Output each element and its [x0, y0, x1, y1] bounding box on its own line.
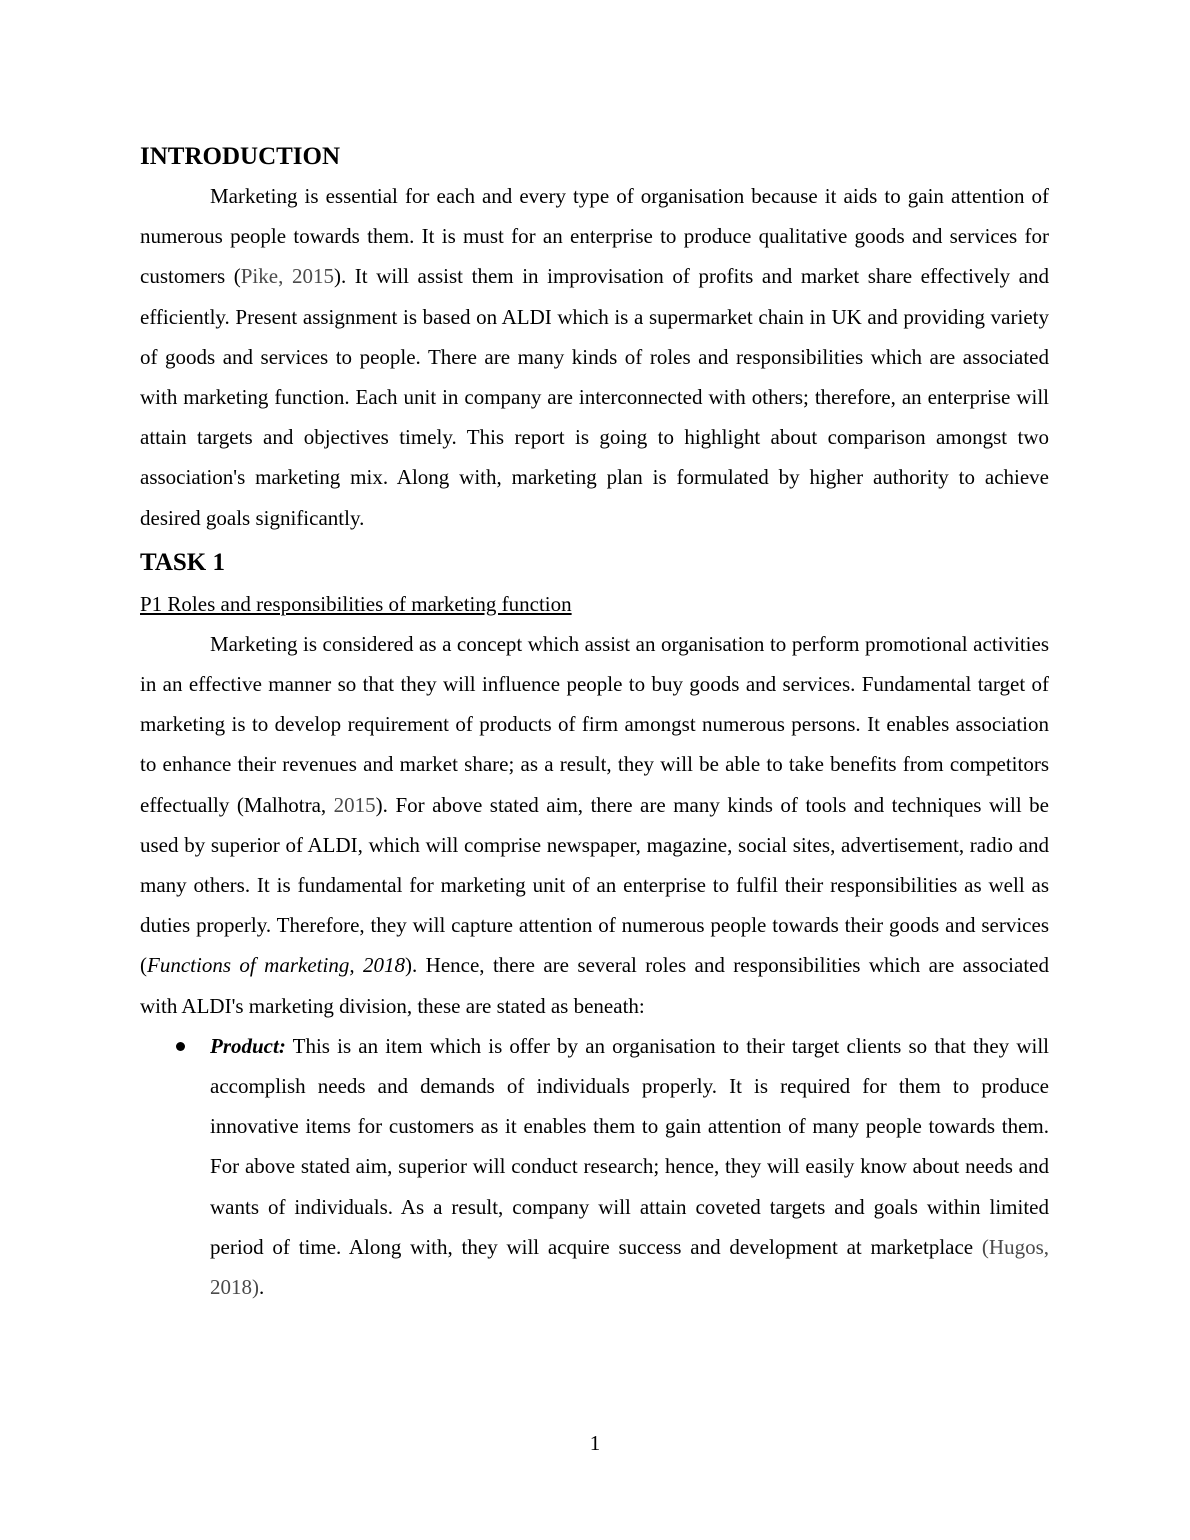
task1-citation-functions: Functions of marketing, 2018: [147, 953, 405, 978]
intro-citation-pike: Pike, 2015: [240, 264, 334, 289]
task1-text-part3: ). Hence, there are several roles and responsibilities which are associated with ALDI's marketing division, these are stated as beneath:: [140, 953, 1049, 1018]
task1-paragraph: [140, 624, 1049, 1026]
bullet-term-product: Product:: [210, 1033, 286, 1058]
introduction-heading: INTRODUCTION: [140, 143, 341, 170]
page-number: 1: [589, 1431, 601, 1455]
bullet-citation-hugos: (Hugos, 2018): [210, 1234, 1049, 1300]
introduction-paragraph: [140, 176, 1049, 538]
task1-heading: TASK 1: [140, 548, 225, 576]
roles-bullet-list: [140, 1026, 1049, 1307]
document-page: [140, 140, 1049, 1307]
bullet-product-end: .: [259, 1275, 265, 1300]
p1-subheading: P1 Roles and responsibilities of marketing function: [140, 591, 572, 616]
intro-text-part1: Marketing is essential for each and every type of organisation because it aids to gain attention of numerous people towards them. It is must for an enterprise to produce qualitative goods and services for customers (: [140, 184, 1049, 289]
bullet-dot-icon: [176, 1042, 185, 1051]
bullet-product-text: This is an item which is offer by an organisation to their target clients so that they will accomplish needs and demands of individuals properly. It is required for them to produce innovative items for customers as it enables them to gain attention of many people towards them. For above stated aim, superior will conduct research; hence, they will easily know about needs and wants of individuals. As a result, company will attain coveted targets and goals within limited period of time. Along with, they will acquire success and development at marketplace: [210, 1033, 1049, 1259]
task1-text-part2: ). For above stated aim, there are many kinds of tools and techniques will be used by superior of ALDI, which will comprise newspaper, magazine, social sites, advertisement, radio and many others. It is fundamental for marketing unit of an enterprise to fulfil their responsibilities as well as duties properly. Therefore, they will capture attention of numerous people towards their goods and services (: [140, 792, 1049, 978]
intro-text-part2: ). It will assist them in improvisation of profits and market share effectively and efficiently. Present assignment is based on ALDI which is a supermarket chain in UK and providing variety of goods and services to people. There are many kinds of roles and responsibilities which are associated with marketing function. Each unit in company are interconnected with others; therefore, an enterprise will attain targets and objectives timely. This report is going to highlight about comparison amongst two association's marketing mix. Along with, marketing plan is formulated by higher authority to achieve desired goals significantly.: [140, 264, 1049, 530]
task1-text-part1: Marketing is considered as a concept which assist an organisation to perform promotional activities in an effective manner so that they will influence people to buy goods and services. Fundamental target of marketing is to develop requirement of products of firm amongst numerous persons. It enables association to enhance their revenues and market share; as a result, they will be able to take benefits from competitors effectually (Malhotra,: [140, 631, 1049, 817]
bullet-product: [140, 1026, 1049, 1307]
task1-citation-year: 2015: [333, 792, 376, 817]
